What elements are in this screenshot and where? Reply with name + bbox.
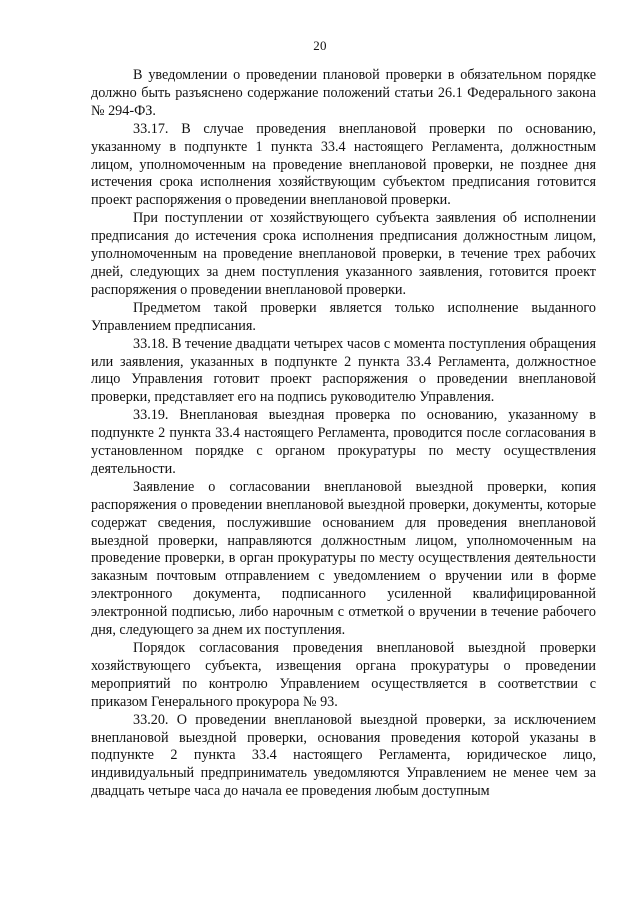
paragraph-notice-scheduled-inspection: В уведомлении о проведении плановой проверки в обязательном порядке должно быть разъяснено содержание положений статьи 26.1 Федерального закона № 294-ФЗ. <box>91 67 596 119</box>
page-number: 20 <box>313 38 327 53</box>
paragraph-33-17: 33.17. В случае проведения внеплановой проверки по основанию, указанному в подпункте 1 пункта 33.4 настоящего Регламента, должностным лицом, уполномоченным на проведение внеплановой проверки, не позднее дня истечения срока исполнения хозяйствующим субъектом предписания готовится проект распоряжения о проведении внеплановой проверки. <box>91 120 596 209</box>
paragraph-approval-procedure: Порядок согласования проведения внеплановой выездной проверки хозяйствующего субъекта, извещения органа прокуратуры о проведении мероприятий по контролю Управлением осуществляется в соответствии с приказом Генерального прокурора № 93. <box>91 640 596 710</box>
paragraph-33-20: 33.20. О проведении внеплановой выездной проверки, за исключением внеплановой выездной проверки, основания проведения которой указаны в подпункте 2 пункта 33.4 настоящего Регламента, юридическое лицо, индивидуальный предприниматель уведомляются Управлением не менее чем за двадцать четыре часа до начала ее проведения любым доступным <box>91 711 596 800</box>
paragraph-approval-application: Заявление о согласовании внеплановой выездной проверки, копия распоряжения о проведении внеплановой выездной проверки, документы, которые содержат сведения, послужившие основанием для проведения внеплановой выездной проверки, направляются должностным лицом, уполномоченным на проведение проверки, в орган прокуратуры по месту осуществления деятельности заказным почтовым отправлением с уведомлением о вручении или в форме электронного документа, подписанного усиленной квалифицированной электронной подписью, либо нарочным с отметкой о вручении в течение рабочего дня, следующего за днем их поступления. <box>91 478 596 639</box>
paragraph-33-19: 33.19. Внеплановая выездная проверка по основанию, указанному в подпункте 2 пункта 33.4 настоящего Регламента, проводится после согласования в установленном порядке с органом прокуратуры по месту осуществления деятельности. <box>91 407 596 477</box>
document-body <box>91 67 596 801</box>
paragraph-33-18: 33.18. В течение двадцати четырех часов с момента поступления обращения или заявления, указанных в подпункте 2 пункта 33.4 Регламента, должностное лицо Управления готовит проект распоряжения о проведении внеплановой проверки, представляет его на подпись руководителю Управления. <box>91 335 596 406</box>
paragraph-inspection-subject: Предметом такой проверки является только исполнение выданного Управлением предписания. <box>91 299 596 334</box>
paragraph-application-on-fulfillment: При поступлении от хозяйствующего субъекта заявления об исполнении предписания до истечения срока исполнения предписания должностным лицом, уполномоченным на проведение внеплановой проверки, в течение трех рабочих дней, следующих за днем поступления указанного заявления, готовится проект распоряжения о проведении внеплановой проверки. <box>91 210 596 298</box>
